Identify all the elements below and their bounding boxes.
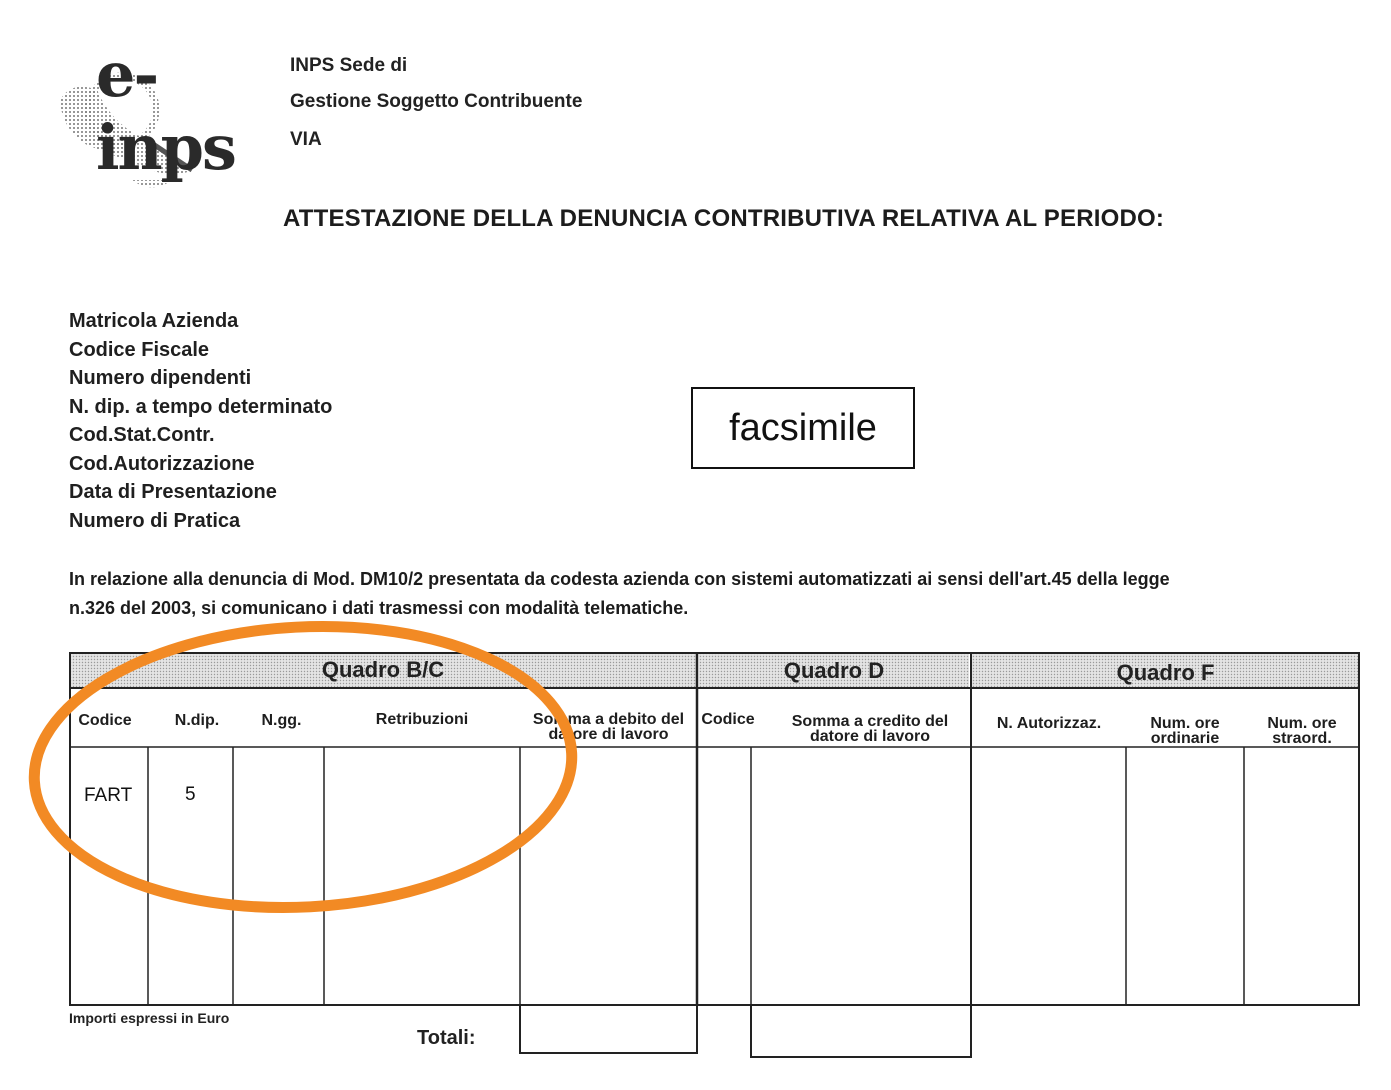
header-sede: INPS Sede di	[290, 55, 408, 76]
col-ore-straord-line2: straord.	[1272, 730, 1332, 747]
col-ndip: N.dip.	[174, 712, 220, 729]
col-ore-ordinarie-line1: Num. ore	[1150, 715, 1220, 732]
header-via: VIA	[290, 129, 322, 150]
col-somma-debito-line1: Somma a debito del	[532, 711, 685, 728]
document-title: ATTESTAZIONE DELLA DENUNCIA CONTRIBUTIVA RELATIVA AL PERIODO:	[283, 205, 1165, 232]
field-codice-fiscale: Codice Fiscale	[69, 338, 210, 361]
col-somma-debito-line2: datore di lavoro	[548, 726, 669, 743]
col-codice-bc: Codice	[78, 712, 132, 729]
col-ngg: N.gg.	[261, 712, 302, 729]
intro-line-2: n.326 del 2003, si comunicano i dati trasmessi con modalità telematiche.	[69, 598, 689, 618]
facsimile-label: facsimile	[729, 406, 877, 449]
importi-note: Importi espressi in Euro	[69, 1010, 230, 1026]
field-numero-pratica: Numero di Pratica	[69, 509, 241, 532]
col-ore-ordinarie-line2: ordinarie	[1150, 730, 1220, 747]
totali-label: Totali:	[417, 1027, 476, 1049]
band-quadro-d: Quadro D	[783, 658, 885, 683]
header-gestione: Gestione Soggetto Contribuente	[290, 91, 583, 112]
col-codice-d: Codice	[701, 711, 755, 728]
field-dip-tempo-determinato: N. dip. a tempo determinato	[69, 395, 333, 418]
field-cod-autorizzazione: Cod.Autorizzazione	[69, 452, 255, 475]
cell-ndip: 5	[185, 784, 196, 805]
logo-text: e-inps	[96, 38, 235, 184]
band-quadro-bc: Quadro B/C	[321, 657, 445, 682]
field-data-presentazione: Data di Presentazione	[69, 481, 277, 503]
col-ore-straord-line1: Num. ore	[1267, 715, 1337, 732]
col-n-autorizz: N. Autorizzaz.	[996, 715, 1102, 732]
col-somma-credito-line1: Somma a credito del	[791, 713, 949, 730]
col-retribuzioni: Retribuzioni	[375, 711, 469, 728]
intro-line-1: In relazione alla denuncia di Mod. DM10/2 presentata da codesta azienda con sistemi automatizzati ai sensi dell'art.45 della legge	[69, 569, 1170, 589]
band-quadro-f: Quadro F	[1116, 660, 1215, 685]
cell-codice: FART	[84, 785, 133, 806]
col-somma-credito-line2: datore di lavoro	[809, 728, 931, 745]
field-cod-stat-contr: Cod.Stat.Contr.	[69, 424, 215, 446]
field-numero-dipendenti: Numero dipendenti	[69, 367, 252, 389]
field-matricola: Matricola Azienda	[69, 310, 239, 332]
